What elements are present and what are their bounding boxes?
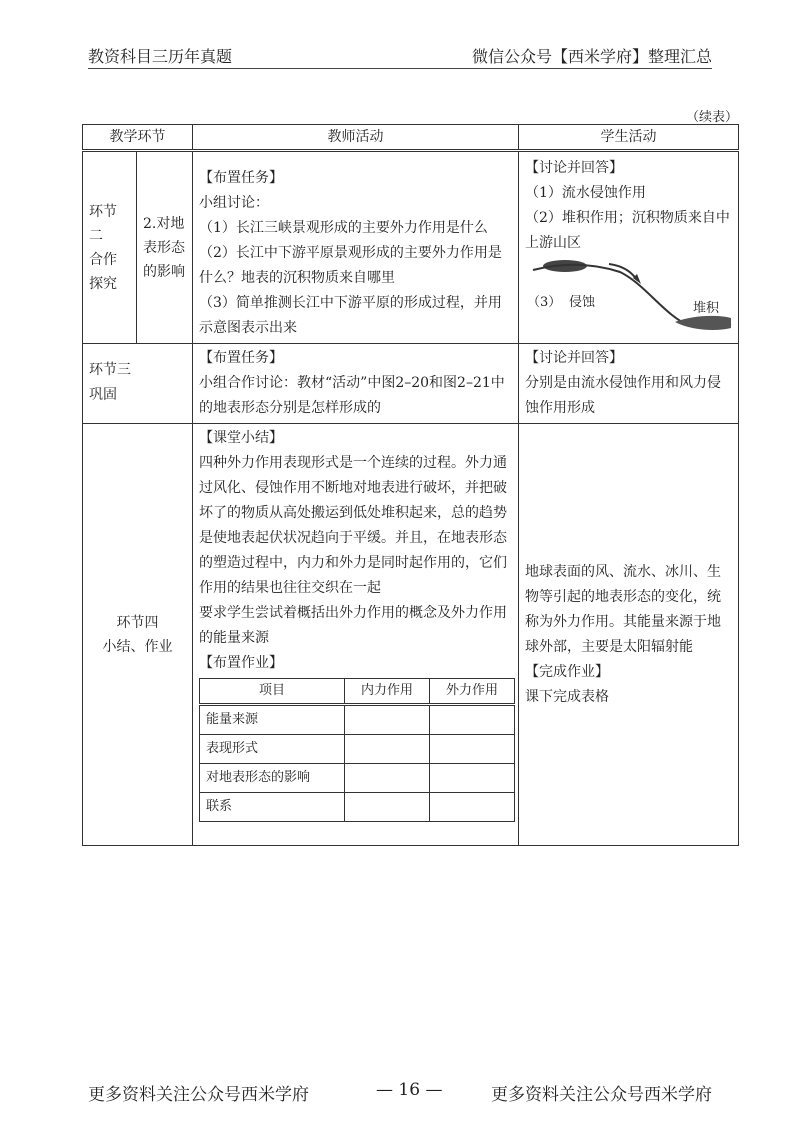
student-cell <box>519 344 739 424</box>
homework-row <box>200 764 515 793</box>
continued-label: （续表） <box>685 110 738 125</box>
homework-blank-cell[interactable] <box>430 764 515 793</box>
teacher-line: 【布置任务】 <box>199 170 283 186</box>
homework-row-label: 表现形式 <box>200 735 345 764</box>
substage-line: 的影响 <box>143 263 185 280</box>
homework-blank-cell[interactable] <box>345 764 430 793</box>
table-row <box>83 424 739 846</box>
footer-right: 更多资料关注公众号西米学府 <box>491 1085 712 1105</box>
stage-line: 小结、作业 <box>102 638 173 655</box>
homework-blank-cell[interactable] <box>345 735 430 764</box>
page-footer <box>88 1080 712 1104</box>
deposition-diagram <box>525 258 733 340</box>
table-header-row <box>83 125 739 151</box>
stage-line: 探究 <box>89 275 117 292</box>
student-line: 课下完成表格 <box>525 688 609 705</box>
homework-blank-cell[interactable] <box>345 705 430 735</box>
table-row <box>83 344 739 424</box>
header-right-title: 微信公众号【西米学府】整理汇总 <box>471 47 712 66</box>
homework-row <box>200 735 515 764</box>
student-line: 【讨论并回答】 <box>525 160 623 176</box>
stage-cell <box>83 151 137 344</box>
stage-cell <box>83 344 193 424</box>
teacher-cell <box>193 424 519 846</box>
teacher-line: 小组合作讨论：教材“活动”中图2–20和图2–21中的地表形态分别是怎样形成的 <box>199 375 505 416</box>
header-stage: 教学环节 <box>83 125 193 151</box>
header-left-title: 教资科目三历年真题 <box>88 47 233 66</box>
stage-line: 环节四 <box>116 614 159 631</box>
stage-cell <box>83 424 193 846</box>
student-line: 【讨论并回答】 <box>525 350 623 366</box>
stage-line: 环节三 <box>89 362 131 378</box>
table-row <box>83 151 739 344</box>
teacher-line: （1）长江三峡景观形成的主要外力作用是什么 <box>199 220 488 236</box>
homework-row-label: 对地表形态的影响 <box>200 764 345 793</box>
student-paragraph: 地球表面的风、流水、冰川、生物等引起的地表形态的变化，统称为外力作用。其能量来源于地球外部，主要是太阳辐射能 <box>525 563 721 655</box>
stage-line: 巩固 <box>89 387 117 403</box>
teacher-line: （3）简单推测长江中下游平原的形成过程，并用示意图表示出来 <box>199 295 502 336</box>
teacher-paragraph: 要求学生尝试着概括出外力作用的概念及外力作用的能量来源 <box>199 605 507 646</box>
teacher-line: 小组讨论： <box>199 195 269 211</box>
student-cell <box>519 151 739 344</box>
substage-cell <box>137 151 193 344</box>
homework-blank-cell[interactable] <box>345 793 430 822</box>
homework-table <box>199 678 515 822</box>
footer-left: 更多资料关注公众号西米学府 <box>88 1085 309 1105</box>
substage-line: 表形态 <box>143 239 185 256</box>
student-line: 【完成作业】 <box>525 663 609 680</box>
homework-col-internal: 内力作用 <box>345 679 430 705</box>
homework-col-external: 外力作用 <box>430 679 515 705</box>
stage-line: 环节二 <box>89 203 117 244</box>
homework-col-item: 项目 <box>200 679 345 705</box>
page-number: — 16 — <box>376 1080 443 1100</box>
page-header <box>88 44 712 69</box>
teacher-line: 【布置作业】 <box>199 655 283 671</box>
homework-blank-cell[interactable] <box>430 793 515 822</box>
header-student: 学生活动 <box>519 125 739 151</box>
teacher-cell <box>193 151 519 344</box>
student-line: （2）堆积作用；沉积物质来自中上游山区 <box>525 210 730 251</box>
diagram-number: （3） <box>527 295 562 310</box>
student-cell <box>519 424 739 846</box>
erosion-label: 侵蚀 <box>569 295 596 310</box>
homework-blank-cell[interactable] <box>430 705 515 735</box>
homework-row <box>200 793 515 822</box>
teacher-paragraph: 四种外力作用表现形式是一个连续的过程。外力通过风化、侵蚀作用不断地对地表进行破坏，并把破坏了的物质从高处搬运到低处堆积起来，总的趋势是使地表起伏状况趋向于平缓。并且，在地表形态的塑造过程中，内力和外力是同时起作用的，它们作用的结果也往往交织在一起 <box>199 455 507 596</box>
stage-line: 合作 <box>89 251 117 268</box>
homework-header-row <box>200 679 515 705</box>
teacher-line: 【布置任务】 <box>199 350 283 366</box>
substage-line: 2.对地 <box>143 215 185 232</box>
student-line: （1）流水侵蚀作用 <box>525 185 646 201</box>
teacher-line: （2）长江中下游平原景观形成的主要外力作用是什么？地表的沉积物质来自哪里 <box>199 245 502 286</box>
downstream-deposit-shape <box>675 316 731 330</box>
student-line: 分别是由流水侵蚀作用和风力侵蚀作用形成 <box>525 375 721 416</box>
homework-row <box>200 705 515 735</box>
deposit-label: 堆积 <box>693 301 720 316</box>
homework-row-label: 能量来源 <box>200 705 345 735</box>
lesson-plan-table <box>82 124 739 846</box>
header-teacher: 教师活动 <box>193 125 519 151</box>
teacher-cell <box>193 344 519 424</box>
homework-row-label: 联系 <box>200 793 345 822</box>
flow-arrow <box>609 264 637 280</box>
teacher-line: 【课堂小结】 <box>199 430 283 446</box>
homework-blank-cell[interactable] <box>430 735 515 764</box>
